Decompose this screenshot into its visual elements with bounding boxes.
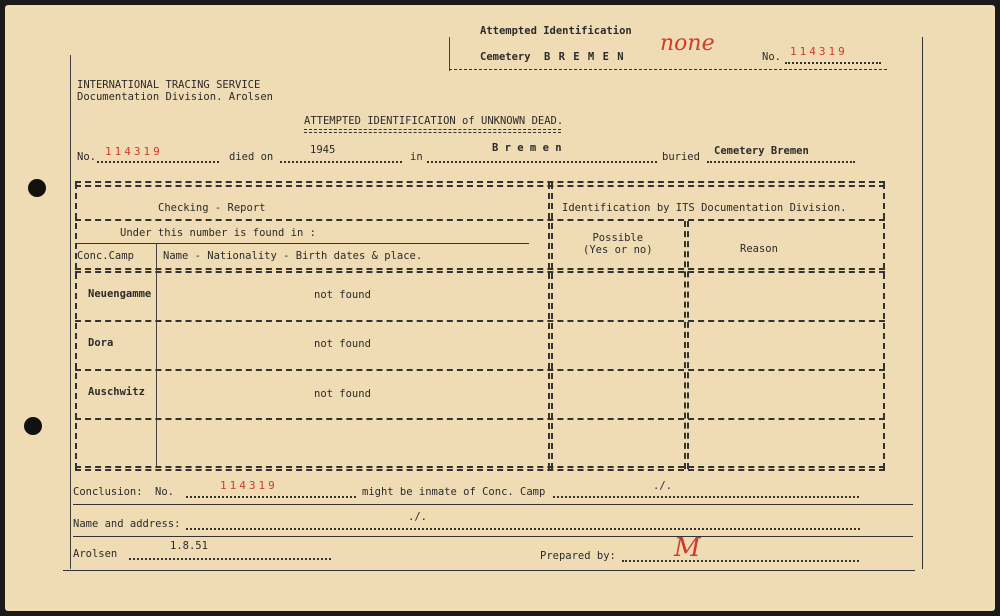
checking-header: Checking - Report	[158, 202, 266, 214]
footer-date-dots	[129, 558, 331, 560]
col-reason-header: Reason	[740, 243, 778, 255]
form-rule	[73, 504, 913, 505]
header-no-value: 114319	[790, 45, 848, 58]
row-result: not found	[314, 338, 371, 350]
in-dots	[427, 161, 657, 163]
table-top	[75, 181, 885, 183]
died-dots	[280, 161, 402, 163]
table-top	[75, 185, 885, 187]
punch-hole	[28, 179, 46, 197]
found-in-rule	[77, 243, 529, 244]
table-divider	[684, 221, 686, 469]
card-right-rule	[922, 37, 923, 569]
column-header-rule	[75, 271, 885, 273]
header-no-dots	[785, 62, 881, 64]
row-camp: Dora	[88, 337, 114, 349]
issuer-line2: Documentation Division. Arolsen	[77, 91, 273, 103]
table-left	[75, 183, 77, 469]
inmate-label: might be inmate of Conc. Camp	[362, 486, 546, 498]
footer-date: 1.8.51	[170, 540, 208, 552]
record-no-label: No.	[77, 151, 96, 163]
row-separator	[75, 418, 885, 420]
table-divider	[551, 183, 553, 469]
card-left-rule	[70, 55, 71, 569]
issuer-line1: INTERNATIONAL TRACING SERVICE	[77, 79, 261, 91]
handwritten-note: none	[660, 31, 715, 56]
table-bottom	[75, 466, 885, 468]
footer-place: Arolsen	[73, 548, 118, 560]
form-bottom-rule	[63, 570, 915, 571]
camp-col-divider	[156, 243, 157, 467]
conclusion-no-label: No.	[155, 486, 174, 498]
prepared-label: Prepared by:	[540, 550, 616, 562]
row-result: not found	[314, 289, 371, 301]
row-camp: Neuengamme	[88, 288, 152, 300]
buried-label: buried	[662, 151, 700, 163]
title-underline	[304, 129, 561, 130]
title-underline	[304, 132, 561, 133]
header-cemetery-value: B R E M E N	[544, 51, 625, 63]
buried-value: Cemetery Bremen	[714, 145, 809, 157]
header-cemetery-label: Cemetery	[480, 51, 531, 63]
table-divider	[548, 183, 550, 469]
row-separator	[75, 320, 885, 322]
conclusion-no-dots	[186, 496, 356, 498]
header-no-label: No.	[762, 51, 781, 63]
row-result: not found	[314, 388, 371, 400]
table-divider	[687, 221, 689, 469]
punch-hole	[24, 417, 42, 435]
record-no-dots	[97, 161, 219, 163]
inmate-dots	[553, 496, 859, 498]
table-bottom	[75, 469, 885, 471]
table-right	[883, 183, 885, 469]
header-box-bottom	[449, 69, 887, 70]
buried-dots	[707, 161, 855, 163]
in-value: B r e m e n	[492, 142, 562, 154]
row-camp: Auschwitz	[88, 386, 145, 398]
found-in-label: Under this number is found in :	[120, 227, 316, 239]
col-possible-header: Possible (Yes or no)	[583, 232, 653, 256]
in-label: in	[410, 151, 423, 163]
record-no-value: 114319	[105, 145, 163, 158]
died-label: died on	[229, 151, 274, 163]
header-box-left	[449, 37, 450, 71]
name-address-value: ./.	[408, 511, 427, 523]
name-address-label: Name and address:	[73, 518, 181, 530]
name-address-dots	[186, 528, 860, 530]
header-line1: Attempted Identification	[480, 25, 632, 37]
died-value: 1945	[310, 144, 336, 156]
col-camp-header: Conc.Camp	[77, 250, 134, 262]
conclusion-no-value: 114319	[220, 479, 278, 492]
document-card	[5, 5, 995, 611]
header-separator	[75, 219, 885, 221]
prepared-dots	[622, 560, 859, 562]
inmate-value: ./.	[653, 480, 672, 492]
col-name-header: Name - Nationality - Birth dates & place.	[163, 250, 423, 262]
ident-header: Identification by ITS Documentation Division.	[562, 202, 847, 214]
form-rule	[73, 536, 913, 537]
conclusion-label: Conclusion:	[73, 486, 143, 498]
page-title: ATTEMPTED IDENTIFICATION of UNKNOWN DEAD.	[304, 115, 564, 127]
column-header-rule	[75, 268, 885, 270]
row-separator	[75, 369, 885, 371]
preparer-initial: M	[674, 533, 701, 563]
